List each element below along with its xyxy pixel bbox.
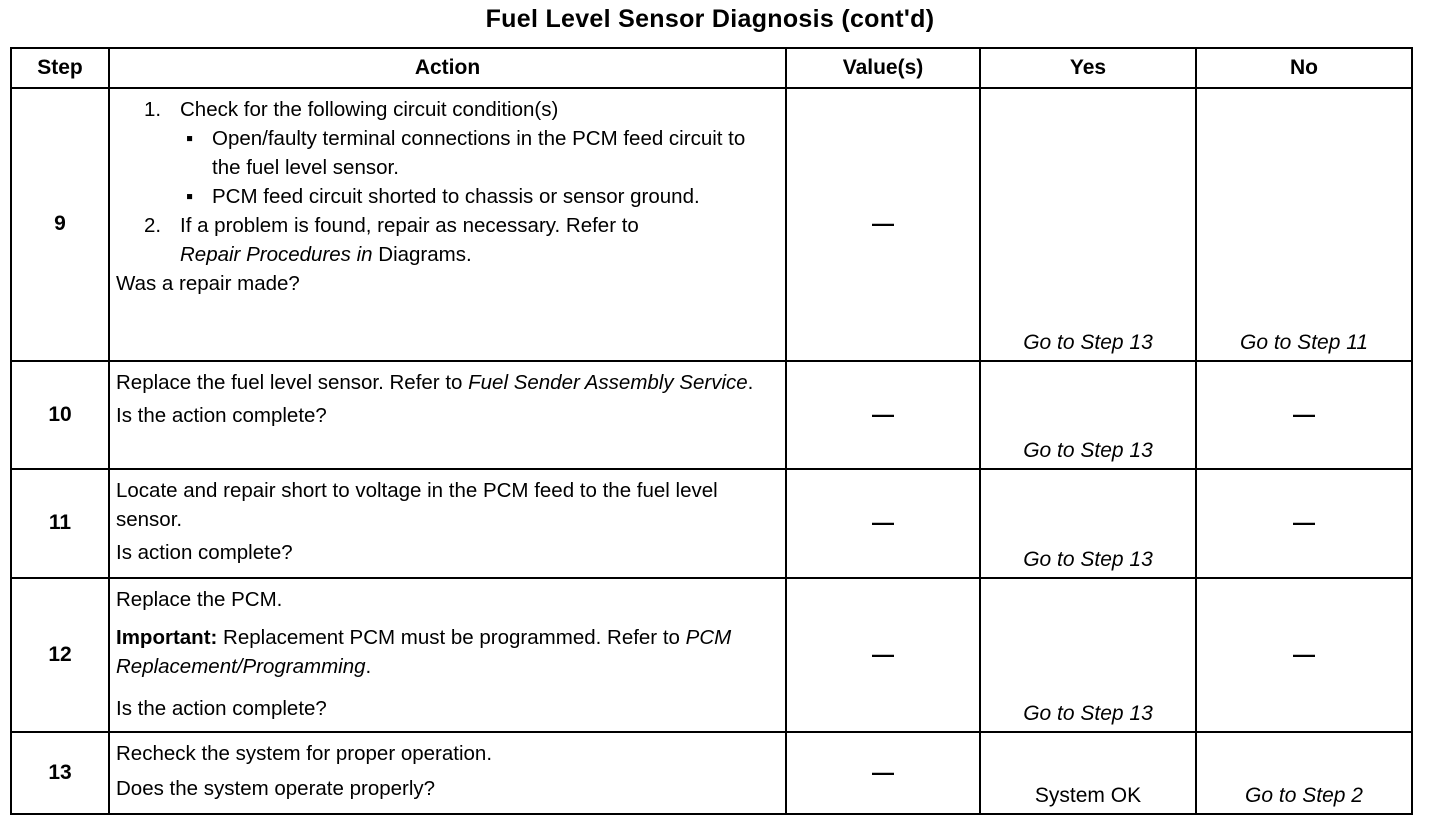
question-text: Is the action complete? [116, 697, 327, 721]
action-cell [109, 361, 786, 469]
bullet-text: PCM feed circuit shorted to chassis or sensor ground. [212, 185, 700, 208]
yes-cell [980, 578, 1196, 732]
no-result: — [1293, 642, 1315, 668]
value-cell: — [786, 361, 980, 469]
action-text: Recheck the system for proper operation. [116, 742, 493, 766]
header-step: Step [11, 48, 109, 88]
no-cell [1196, 88, 1412, 361]
item-text: Diagrams. [372, 243, 472, 266]
yes-result: Go to Step 13 [1023, 330, 1153, 354]
header-values: Value(s) [786, 48, 980, 88]
item-text: Check for the following circuit condition(s) [180, 98, 559, 121]
no-result: Go to Step 2 [1245, 784, 1363, 807]
reference-link: Fuel Sender Assembly Service [468, 370, 748, 394]
value-cell: — [786, 469, 980, 579]
no-cell [1196, 469, 1412, 579]
yes-cell [980, 732, 1196, 814]
item-number: 1. [144, 98, 162, 121]
item-text: If a problem is found, repair as necessary. Refer to [180, 214, 639, 237]
bullet-icon: ▪ [186, 185, 194, 208]
question-text: Is the action complete? [116, 403, 327, 427]
bullet-item [116, 124, 777, 182]
no-cell [1196, 732, 1412, 814]
action-cell [109, 469, 786, 579]
yes-result: Go to Step 13 [1023, 548, 1153, 572]
step-number: 10 [11, 361, 109, 469]
page-title: Fuel Level Sensor Diagnosis (cont'd) [485, 5, 935, 33]
yes-cell [980, 361, 1196, 469]
table-row-step-10 [11, 361, 1412, 469]
no-result: Go to Step 11 [1239, 330, 1369, 354]
table-row-step-9 [11, 88, 1412, 361]
action-item-1 [116, 95, 777, 124]
table-header-row [11, 48, 1412, 88]
header-no: No [1196, 48, 1412, 88]
table-row-step-13 [11, 732, 1412, 814]
action-cell [109, 88, 786, 361]
item-number: 2. [144, 214, 162, 237]
yes-cell [980, 469, 1196, 579]
value-cell: — [786, 732, 980, 814]
step-number: 9 [11, 88, 109, 361]
diagnosis-table [10, 47, 1413, 815]
bullet-icon: ▪ [186, 127, 194, 150]
action-cell [109, 732, 786, 814]
value-cell: — [786, 88, 980, 361]
question-text: Was a repair made? [116, 272, 300, 295]
bullet-text: Open/faulty terminal connections in the PCM feed circuit to the fuel level sensor. [212, 127, 746, 179]
reference-link: PCM Replacement/Programming [116, 626, 732, 679]
header-action: Action [109, 48, 786, 88]
action-item-2 [116, 211, 777, 269]
step-number: 12 [11, 578, 109, 732]
bullet-item [116, 182, 777, 211]
question-text: Does the system operate properly? [116, 777, 436, 801]
question-text: Is action complete? [116, 540, 293, 564]
action-text: Replace the PCM. [116, 588, 283, 612]
no-result: — [1293, 401, 1315, 427]
table-row-step-11 [11, 469, 1412, 579]
yes-result: System OK [1034, 784, 1142, 807]
action-text: Replace the fuel level sensor. Refer to Fuel Sender Assembly Service. [116, 370, 754, 394]
action-cell [109, 578, 786, 732]
no-cell [1196, 361, 1412, 469]
table-row-step-12 [11, 578, 1412, 732]
yes-result: Go to Step 13 [1023, 702, 1153, 726]
yes-cell [980, 88, 1196, 361]
no-cell [1196, 578, 1412, 732]
step-number: 11 [11, 469, 109, 579]
yes-result: Go to Step 13 [1023, 438, 1153, 462]
reference-link: Repair Procedures in [180, 243, 373, 266]
important-label: Important: [116, 626, 218, 650]
value-cell: — [786, 578, 980, 732]
action-text: Locate and repair short to voltage in the PCM feed to the fuel level sensor. [116, 478, 718, 531]
header-yes: Yes [980, 48, 1196, 88]
no-result: — [1293, 510, 1315, 536]
important-note: Important: Replacement PCM must be programmed. Refer to PCM Replacement/Programming. [116, 626, 732, 679]
step-number: 13 [11, 732, 109, 814]
